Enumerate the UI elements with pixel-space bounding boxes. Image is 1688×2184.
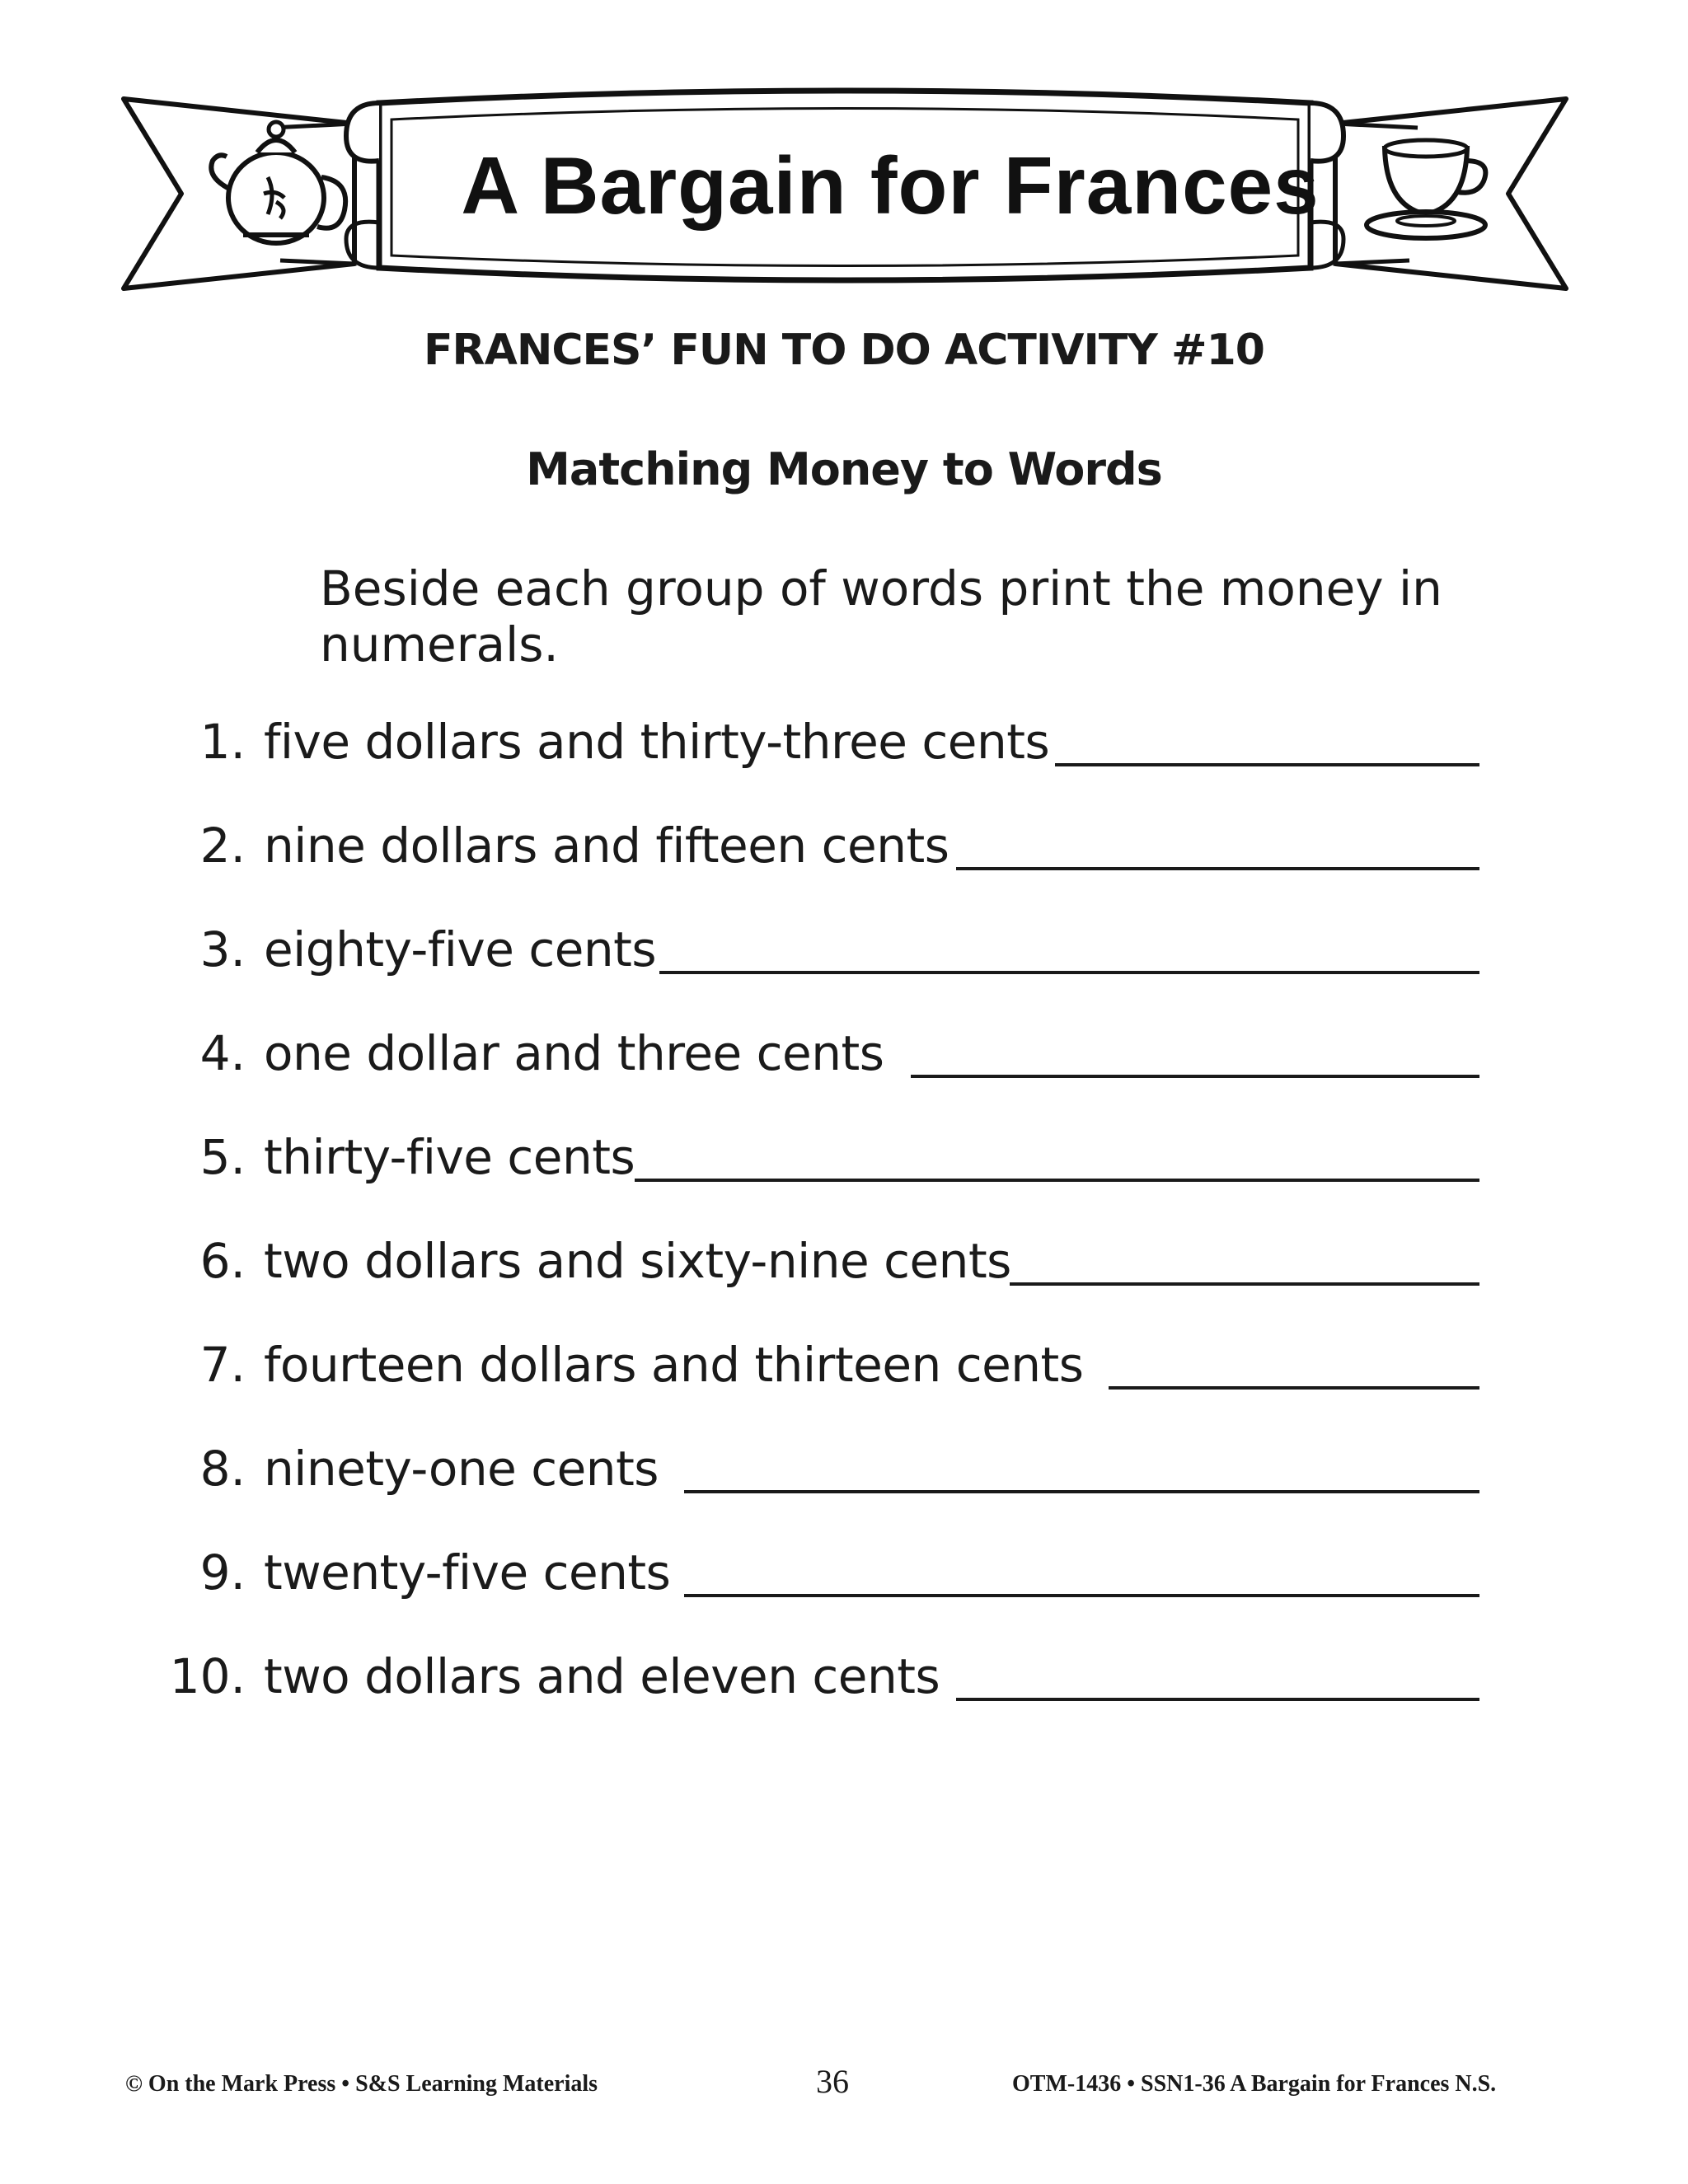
activity-title: FRANCES’ FUN TO DO ACTIVITY #10 (424, 326, 1264, 375)
question-text: fourteen dollars and thirteen cents (264, 1337, 1084, 1393)
question-list (0, 709, 1688, 1747)
question-number: 10. (169, 1648, 246, 1704)
answer-line[interactable] (659, 971, 1479, 974)
question-number: 4. (199, 1025, 246, 1081)
question-item (0, 709, 1688, 783)
question-item (0, 1643, 1688, 1718)
question-number: 2. (199, 818, 246, 874)
question-text: two dollars and sixty-nine cents (264, 1233, 1011, 1289)
question-number: 1. (199, 714, 246, 770)
question-number: 3. (199, 921, 246, 977)
answer-line[interactable] (1055, 763, 1479, 766)
question-item (0, 813, 1688, 887)
answer-line[interactable] (1010, 1282, 1479, 1286)
teapot-icon (198, 111, 354, 260)
question-item (0, 1332, 1688, 1406)
question-text: twenty-five cents (264, 1544, 671, 1601)
question-text: one dollar and three cents (264, 1025, 884, 1081)
question-item (0, 916, 1688, 991)
answer-line[interactable] (956, 1698, 1479, 1701)
footer-product-code: OTM-1436 • SSN1-36 A Bargain for Frances N.S. (1012, 2071, 1497, 2097)
answer-line[interactable] (684, 1594, 1479, 1597)
instructions-text: Beside each group of words print the money in numerals. (320, 560, 1442, 673)
answer-line[interactable] (956, 867, 1479, 870)
answer-line[interactable] (911, 1075, 1479, 1078)
question-number: 7. (199, 1337, 246, 1393)
question-text: thirty-five cents (264, 1129, 635, 1185)
question-item (0, 1540, 1688, 1614)
answer-line[interactable] (1109, 1386, 1479, 1390)
question-item (0, 1020, 1688, 1094)
answer-line[interactable] (635, 1179, 1479, 1182)
question-number: 6. (199, 1233, 246, 1289)
question-item (0, 1436, 1688, 1510)
question-text: two dollars and eleven cents (264, 1648, 940, 1704)
answer-line[interactable] (684, 1490, 1479, 1493)
question-text: nine dollars and fifteen cents (264, 818, 950, 874)
page-title: A Bargain for Frances (461, 140, 1320, 231)
footer-copyright: © On the Mark Press • S&S Learning Materials (125, 2071, 598, 2097)
question-number: 8. (199, 1441, 246, 1497)
page-number: 36 (816, 2063, 849, 2100)
question-number: 5. (199, 1129, 246, 1185)
question-item (0, 1228, 1688, 1302)
question-number: 9. (199, 1544, 246, 1601)
question-item (0, 1124, 1688, 1198)
question-text: five dollars and thirty-three cents (264, 714, 1050, 770)
activity-subtitle: Matching Money to Words (526, 443, 1162, 495)
question-text: ninety-one cents (264, 1441, 659, 1497)
title-banner (107, 58, 1582, 305)
question-text: eighty-five cents (264, 921, 657, 977)
